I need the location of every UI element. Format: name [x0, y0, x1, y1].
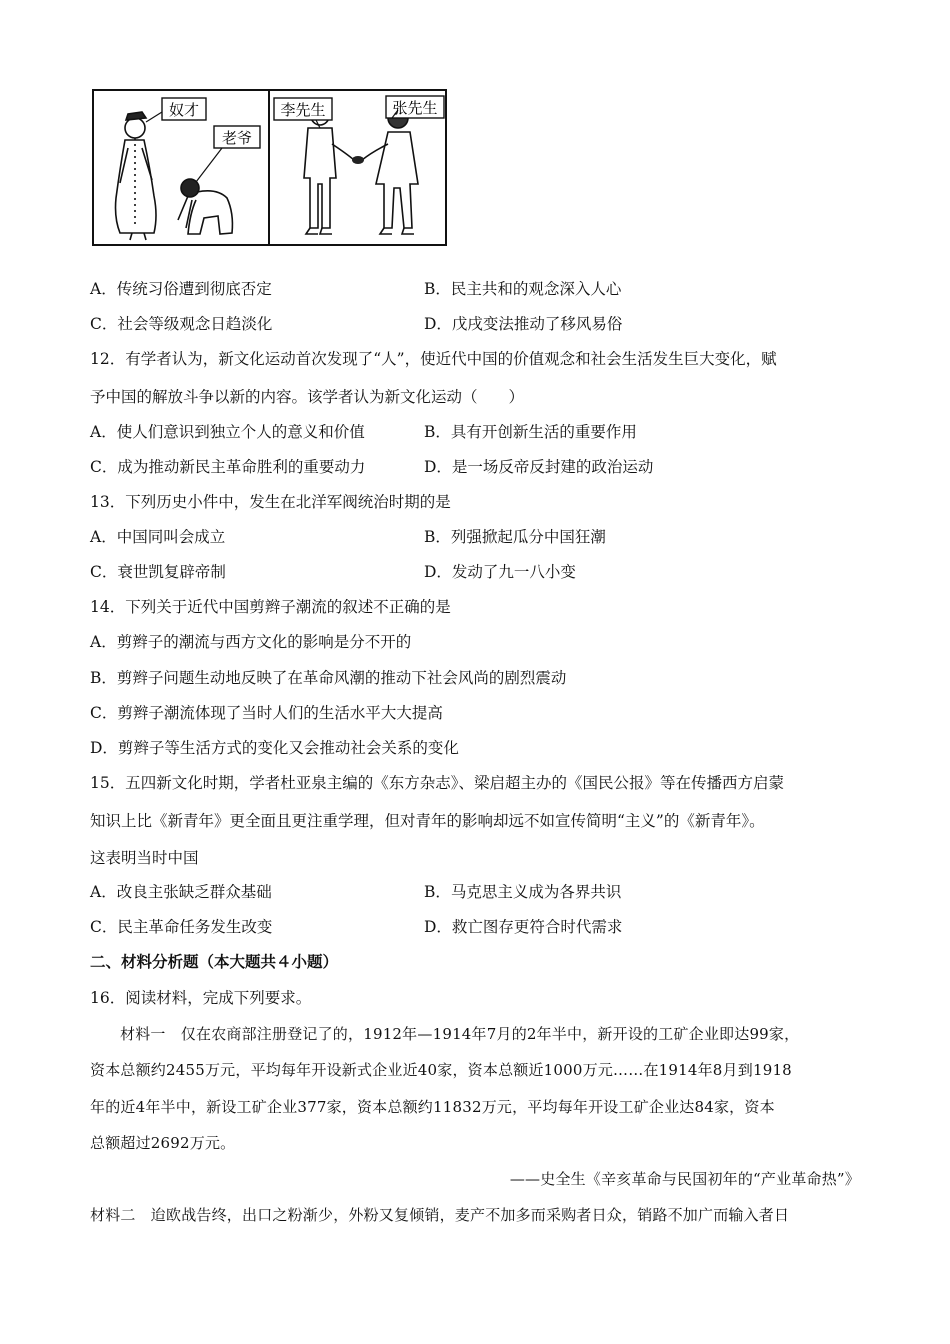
q13-option-c[interactable]: C．衰世凯复辟帝制 [90, 563, 226, 581]
label-servant: 奴才 [168, 101, 200, 119]
section2-title: 二、材料分析题（本大题共４小题） [90, 952, 339, 971]
q14-option-d[interactable]: D．剪辫子等生活方式的变化又会推动社会关系的变化 [90, 739, 459, 757]
q15-stem-line2: 知识上比《新青年》更全面且更注重学理，但对青年的影响却远不如宣传简明“主义”的《新青年》。 [90, 812, 765, 830]
q13-stem: 13．下列历史小件中，发生在北洋军阀统治时期的是 [90, 493, 451, 511]
q11-option-a[interactable]: A．传统习俗遭到彻底否定 [90, 280, 272, 298]
label-servant-box [146, 98, 206, 122]
q13-option-d[interactable]: D．发动了九一八小变 [424, 563, 576, 581]
handshake [352, 156, 364, 164]
cartoon-illustration [92, 88, 448, 248]
q14-stem: 14．下列关于近代中国剪辫子潮流的叙述不正确的是 [90, 598, 451, 616]
q15-option-c[interactable]: C．民主革命任务发生改变 [90, 918, 273, 936]
q13-option-b[interactable]: B．列强掀起瓜分中国狂潮 [424, 528, 606, 546]
q12-stem-line1: 12．有学者认为，新文化运动首次发现了“人”，使近代中国的价值观念和社会生活发生巨大变化，赋 [90, 350, 777, 368]
q15-option-b[interactable]: B．马克思主义成为各界共识 [424, 883, 622, 901]
q16-material1-line1: 材料一 仅在农商部注册登记了的，1912年—1914年7月的2年半中，新开设的工矿企业即达99家， [120, 1025, 800, 1043]
label-li-box [274, 98, 332, 128]
mr-zhang-figure [362, 108, 418, 234]
q15-option-d[interactable]: D．救亡图存更符合时代需求 [424, 918, 623, 936]
q11-option-d[interactable]: D．戊戌变法推动了移风易俗 [424, 315, 623, 333]
q12-stem-line2: 予中国的解放斗争以新的内容。该学者认为新文化运动（ ） [90, 388, 525, 406]
q13-option-a[interactable]: A．中国同叫会成立 [90, 528, 226, 546]
mr-li-figure [304, 102, 354, 234]
q16-stem: 16．阅读材料，完成下列要求。 [90, 989, 312, 1007]
q14-option-c[interactable]: C．剪辫子潮流体现了当时人们的生活水平大大提高 [90, 704, 443, 722]
label-master: 老爷 [221, 129, 253, 147]
q16-material1-source: ——史全生《辛亥革命与民国初年的“产业革命热”》 [509, 1170, 860, 1188]
q16-material1-line3: 年的近4年半中，新设工矿企业377家，资本总额约11832万元，平均每年开设工矿企业达84家，资本 [90, 1098, 775, 1116]
q11-option-c[interactable]: C．社会等级观念日趋淡化 [90, 315, 273, 333]
q15-stem-line1: 15．五四新文化时期，学者杜亚泉主编的《东方杂志》、梁启超主办的《国民公报》等在传播西方启蒙 [90, 774, 784, 792]
q12-option-a[interactable]: A．使人们意识到独立个人的意义和价值 [90, 423, 365, 441]
q11-option-b[interactable]: B．民主共和的观念深入人心 [424, 280, 622, 298]
q14-option-a[interactable]: A．剪辫子的潮流与西方文化的影响是分不开的 [90, 633, 412, 651]
q12-option-b[interactable]: B．具有开创新生活的重要作用 [424, 423, 637, 441]
label-li: 李先生 [280, 101, 326, 119]
master-figure [178, 179, 232, 234]
label-zhang-box [386, 96, 444, 118]
q15-stem-line3: 这表明当时中国 [90, 849, 199, 867]
q16-material1-line4: 总额超过2692万元。 [90, 1134, 236, 1152]
label-zhang: 张先生 [392, 99, 438, 117]
label-master-box [196, 126, 260, 182]
q16-material1-line2: 资本总额约2455万元，平均每年开设新式企业近40家，资本总额近1000万元……在1914年8月到1918 [90, 1061, 792, 1079]
q16-material2-line1: 材料二 迨欧战告终，出口之粉渐少，外粉又复倾销，麦产不加多而采购者日众，销路不加广而输入者日 [90, 1206, 790, 1224]
q15-option-a[interactable]: A．改良主张缺乏群众基础 [90, 883, 272, 901]
servant-figure [116, 112, 157, 240]
q12-option-d[interactable]: D．是一场反帝反封建的政治运动 [424, 458, 654, 476]
q14-option-b[interactable]: B．剪辫子问题生动地反映了在革命风潮的推动下社会风尚的剧烈震动 [90, 669, 567, 687]
q12-option-c[interactable]: C．成为推动新民主革命胜利的重要动力 [90, 458, 366, 476]
